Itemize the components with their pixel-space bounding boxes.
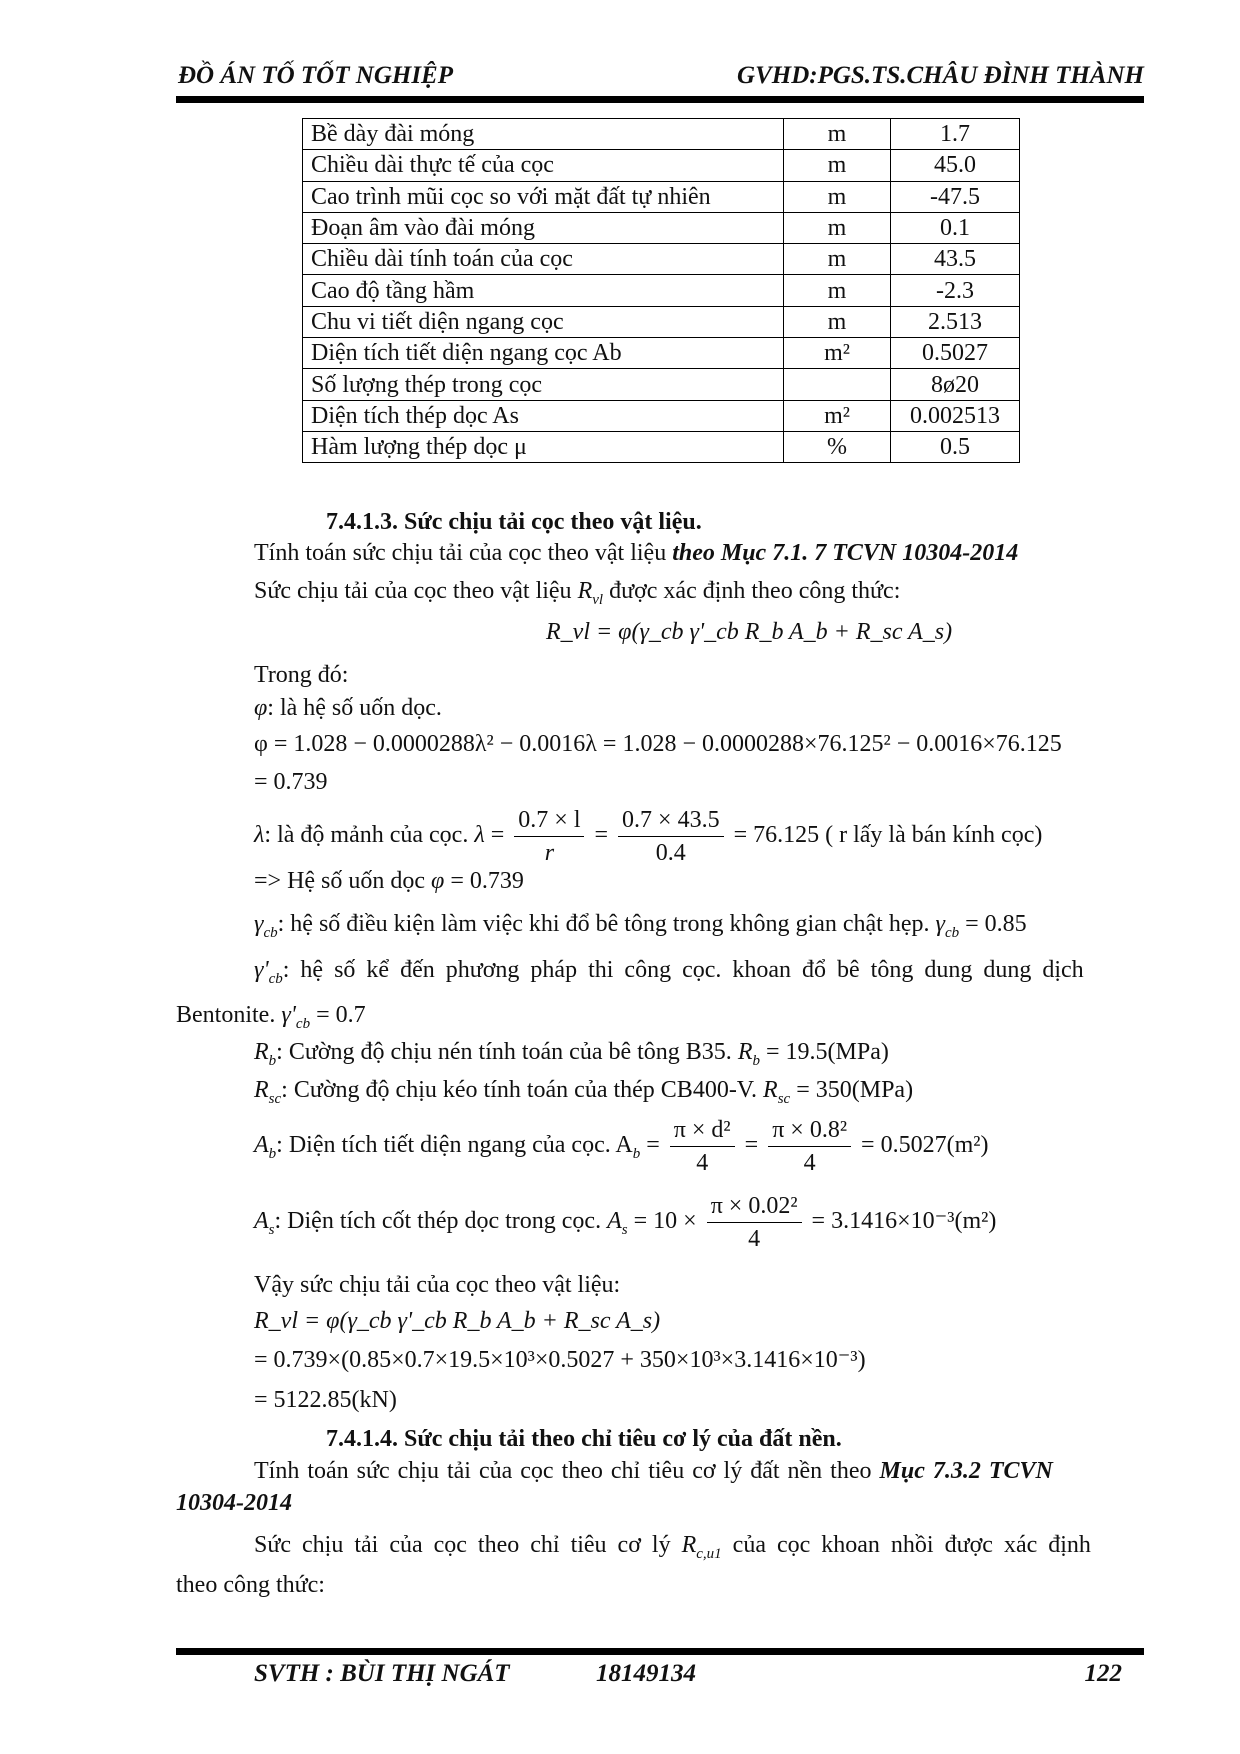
footer-page-number: 122 — [1084, 1660, 1122, 1687]
param-name-cell: Hàm lượng thép dọc μ — [303, 431, 784, 462]
intro-soil-cont: 10304-2014 — [176, 1490, 292, 1516]
param-name-cell: Cao trình mũi cọc so với mặt đất tự nhiên — [303, 181, 784, 212]
param-name-cell: Chiều dài thực tế của cọc — [303, 150, 784, 181]
unit-cell: m — [784, 181, 891, 212]
soil-definition-cont: theo công thức: — [176, 1572, 325, 1598]
definition-line: Sức chịu tải của cọc theo vật liệu $R_{vl}$ được xác định theo công thức: — [254, 578, 901, 608]
unit-cell: m² — [784, 338, 891, 369]
header-rule — [176, 96, 1144, 103]
table-row — [303, 181, 1020, 212]
table-row — [303, 150, 1020, 181]
table-row — [303, 369, 1020, 400]
as-definition: $A_s$: Diện tích cốt thép dọc trong cọc. $A_s = 10$ × $\frac{\text{π × 0.02²}}{4}$ = 3.1416×10⁻³(m²) — [254, 1186, 996, 1265]
phi-value: = 0.739 — [254, 769, 328, 795]
pile-parameters-table — [302, 118, 1020, 463]
header-advisor: GVHD:PGS.TS.CHÂU ĐÌNH THÀNH — [737, 62, 1144, 89]
param-name-cell: Số lượng thép trong cọc — [303, 369, 784, 400]
rb-definition: $R_b$: Cường độ chịu nén tính toán của bê tông B35. $R_b = 19.5(MPa)$ — [254, 1039, 889, 1069]
gamma-cb2-value: Bentonite. $\gamma'_{cb} = 0.7$ — [176, 1002, 366, 1032]
unit-cell: % — [784, 431, 891, 462]
intro-soil: Tính toán sức chịu tải của cọc theo chỉ tiêu cơ lý đất nền theo Mục 7.3.2 TCVN — [254, 1458, 1053, 1484]
table-row — [303, 431, 1020, 462]
section-heading-soil: 7.4.1.4. Sức chịu tải theo chỉ tiêu cơ lý của đất nền. — [326, 1426, 842, 1452]
footer-rule — [176, 1648, 1144, 1655]
calc-line-1: = 0.739×(0.85×0.7×19.5×10³×0.5027 + 350×10³×3.1416×10⁻³) — [254, 1347, 866, 1373]
table-row — [303, 338, 1020, 369]
table-row — [303, 400, 1020, 431]
value-cell: 43.5 — [891, 244, 1020, 275]
unit-cell — [784, 369, 891, 400]
param-name-cell: Diện tích thép dọc As — [303, 400, 784, 431]
rsc-definition: $R_{sc}$: Cường độ chịu kéo tính toán của thép CB400-V. $R_{sc} = 350(MPa)$ — [254, 1077, 914, 1107]
table-row — [303, 306, 1020, 337]
trong-do-label: Trong đó: — [254, 662, 349, 688]
formula-rvl-repeat: R_vl = φ(γ_cb γ'_cb R_b A_b + R_sc A_s) — [254, 1308, 661, 1334]
param-name-cell: Đoạn âm vào đài móng — [303, 212, 784, 243]
ab-definition: $A_b$: Diện tích tiết diện ngang của cọc. $A_b$ = $\frac{\text{π × d²}}{4}$ = $\frac{\text{π × 0.8²}}{4}$ = 0.5027(m²) — [254, 1110, 988, 1189]
value-cell: 1.7 — [891, 119, 1020, 150]
header-title: ĐỒ ÁN TỐ TỐT NGHIỆP — [178, 62, 453, 89]
unit-cell: m² — [784, 400, 891, 431]
section-heading-material: 7.4.1.3. Sức chịu tải cọc theo vật liệu. — [326, 509, 702, 535]
conclusion-label: Vậy sức chịu tải của cọc theo vật liệu: — [254, 1272, 621, 1298]
table-row — [303, 275, 1020, 306]
value-cell: 0.5027 — [891, 338, 1020, 369]
table-row — [303, 212, 1020, 243]
unit-cell: m — [784, 275, 891, 306]
footer-student: SVTH : BÙI THỊ NGÁT — [254, 1660, 510, 1687]
value-cell: 2.513 — [891, 306, 1020, 337]
unit-cell: m — [784, 150, 891, 181]
value-cell: -47.5 — [891, 181, 1020, 212]
lambda-line: λ: là độ mảnh của cọc. λ = $\frac{0.7 \times l}{r}$ = $\frac{0.7 \times 43.5}{0.4}$ = 76.125 ( r lấy là bán kính cọc) — [254, 800, 1042, 870]
table-row — [303, 119, 1020, 150]
value-cell: 0.1 — [891, 212, 1020, 243]
value-cell: 0.002513 — [891, 400, 1020, 431]
page-footer — [178, 1660, 1144, 1700]
unit-cell: m — [784, 119, 891, 150]
phi-definition: φ: là hệ số uốn dọc. — [254, 695, 442, 721]
phi-result: => Hệ số uốn dọc φ = 0.739 — [254, 868, 524, 894]
gamma-cb-definition: $\gamma_{cb}$: hệ số điều kiện làm việc khi đổ bê tông trong không gian chật hẹp. $\gamma_{cb} = 0.85$ — [254, 911, 1027, 941]
footer-student-id: 18149134 — [596, 1660, 696, 1687]
formula-rvl: R_vl = φ(γ_cb γ'_cb R_b A_b + R_sc A_s) — [546, 619, 953, 645]
unit-cell: m — [784, 212, 891, 243]
calc-result: = 5122.85(kN) — [254, 1387, 397, 1413]
page-header — [178, 56, 1144, 96]
unit-cell: m — [784, 306, 891, 337]
param-name-cell: Diện tích tiết diện ngang cọc Ab — [303, 338, 784, 369]
phi-calculation: φ = 1.028 − 0.0000288λ² − 0.0016λ = 1.028 − 0.0000288×76.125² − 0.0016×76.125 — [254, 731, 1062, 757]
soil-definition: Sức chịu tải của cọc theo chỉ tiêu cơ lý $R_{c,u1}$ của cọc khoan nhồi được xác định — [254, 1532, 1091, 1562]
param-name-cell: Chu vi tiết diện ngang cọc — [303, 306, 784, 337]
gamma-cb2-definition: $\gamma'_{cb}$: hệ số kể đến phương pháp thi công cọc. khoan đổ bê tông dung dung dịch — [254, 957, 1084, 987]
intro-material: Tính toán sức chịu tải của cọc theo vật liệu theo Mục 7.1. 7 TCVN 10304-2014 — [254, 540, 1019, 566]
value-cell: 45.0 — [891, 150, 1020, 181]
param-name-cell: Bề dày đài móng — [303, 119, 784, 150]
param-name-cell: Chiều dài tính toán của cọc — [303, 244, 784, 275]
value-cell: 0.5 — [891, 431, 1020, 462]
value-cell: -2.3 — [891, 275, 1020, 306]
param-name-cell: Cao độ tầng hầm — [303, 275, 784, 306]
unit-cell: m — [784, 244, 891, 275]
value-cell: 8ø20 — [891, 369, 1020, 400]
table-row — [303, 244, 1020, 275]
